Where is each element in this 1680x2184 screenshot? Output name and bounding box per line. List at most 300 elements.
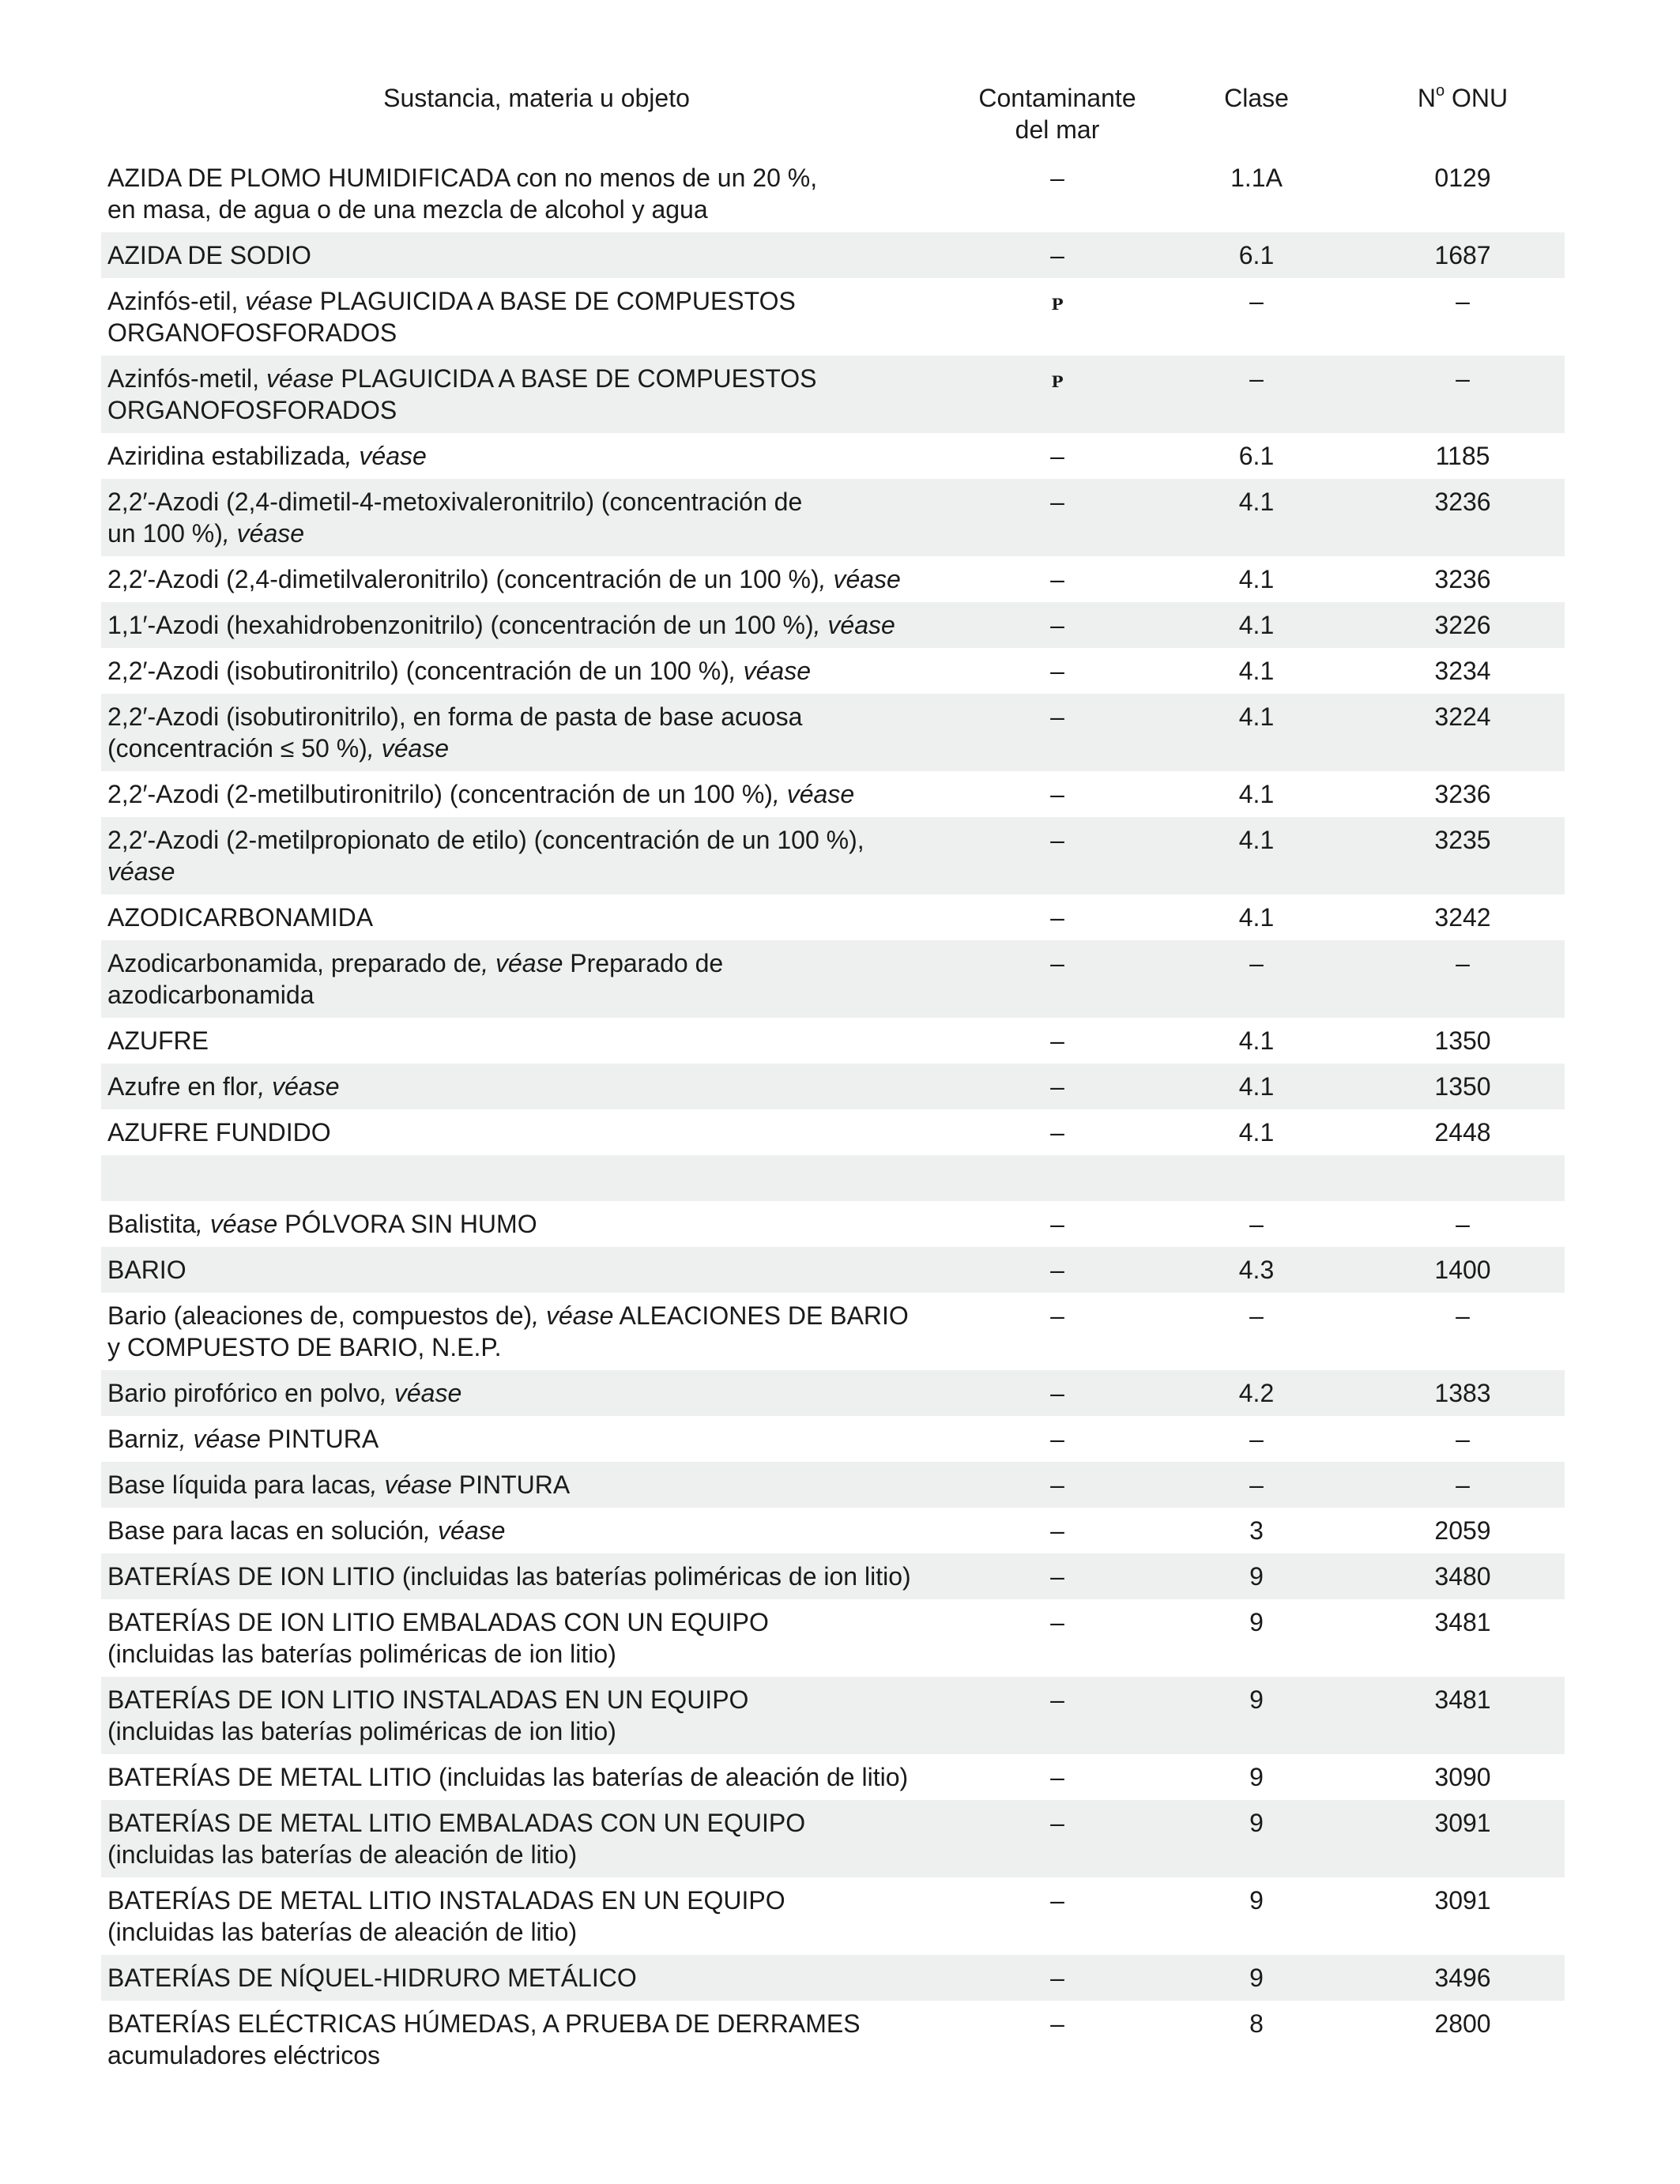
un-number-cell [1361, 356, 1565, 433]
class-cell-value: – [1249, 364, 1264, 393]
substance-name-cell [101, 1109, 962, 1155]
vease-reference: , véase [370, 1470, 452, 1499]
substance-name-cell [101, 1416, 962, 1462]
marine-pollutant-cell-value: – [1050, 949, 1064, 977]
vease-reference: , véase [729, 657, 812, 685]
substance-name-line [107, 1606, 953, 1638]
substance-name-cell [101, 1462, 962, 1508]
substance-name-line [107, 1423, 953, 1455]
class-cell-value: 4.1 [1238, 780, 1275, 808]
class-cell [1152, 1462, 1361, 1508]
marine-pollutant-cell-value: – [1050, 1072, 1064, 1101]
class-cell [1152, 1800, 1361, 1877]
table-row [101, 1877, 1565, 1955]
substance-name-line [107, 1561, 953, 1592]
class-cell [1152, 1247, 1361, 1293]
table-row [101, 694, 1565, 771]
un-number-cell-value: 1687 [1434, 241, 1491, 269]
substance-text: (concentración ≤ 50 %) [107, 734, 367, 763]
table-row [101, 817, 1565, 894]
table-row [101, 2001, 1565, 2078]
un-number-cell-value: 1185 [1435, 442, 1490, 470]
substance-name-line [107, 1025, 953, 1056]
substance-name-line [107, 194, 953, 225]
marine-pollutant-cell [962, 232, 1152, 278]
substance-text: BARIO [107, 1256, 186, 1284]
substance-text: AZUFRE [107, 1026, 209, 1055]
marine-pollutant-cell [962, 1955, 1152, 2001]
substance-text: en masa, de agua o de una mezcla de alcohol y agua [107, 195, 708, 224]
class-cell [1152, 155, 1361, 232]
class-cell [1152, 232, 1361, 278]
substance-name-line [107, 394, 953, 426]
substance-name-line [107, 1638, 953, 1670]
marine-pollutant-cell-value: – [1050, 1026, 1064, 1055]
header-marine-pollutant: Contaminante del mar [978, 84, 1136, 144]
class-cell-value: 4.1 [1238, 488, 1275, 516]
vease-reference: , véase [367, 734, 449, 763]
vease-reference: , véase [532, 1301, 614, 1330]
un-number-cell [1361, 155, 1565, 232]
table-row [101, 1018, 1565, 1064]
substance-text: Azodicarbonamida, preparado de [107, 949, 482, 977]
table-row [101, 1109, 1565, 1155]
substance-text: azodicarbonamida [107, 981, 315, 1009]
un-number-cell [1361, 940, 1565, 1018]
un-number-cell [1361, 894, 1565, 940]
substance-text: Aziridina estabilizada [107, 442, 345, 470]
class-cell-value: – [1249, 287, 1264, 315]
un-number-cell [1361, 278, 1565, 356]
class-cell-value: – [1249, 1210, 1264, 1238]
substance-text: Bario (aleaciones de, compuestos de) [107, 1301, 533, 1330]
un-number-cell-value: 1400 [1434, 1256, 1491, 1284]
un-number-cell [1361, 1370, 1565, 1416]
marine-pollutant-cell-value: – [1050, 826, 1064, 854]
substance-text: AZODICARBONAMIDA [107, 903, 374, 932]
substance-name-cell [101, 1155, 962, 1201]
un-number-cell [1361, 1800, 1565, 1877]
substance-name-cell [101, 1018, 962, 1064]
marine-pollutant-cell-value: – [1050, 903, 1064, 932]
substance-text: (incluidas las baterías de aleación de litio) [107, 1840, 578, 1869]
vease-reference: , véase [222, 519, 305, 548]
substance-name-line [107, 2039, 953, 2071]
class-cell-value: – [1249, 1301, 1264, 1330]
substance-text: BATERÍAS DE METAL LITIO INSTALADAS EN UN EQUIPO [107, 1886, 785, 1915]
un-number-cell-value: – [1456, 949, 1470, 977]
class-cell [1152, 1416, 1361, 1462]
marine-pollutant-cell-value: – [1050, 1118, 1064, 1147]
substance-name-cell [101, 1599, 962, 1677]
table-row [101, 648, 1565, 694]
substance-name-line [107, 2008, 953, 2039]
substance-text: PLAGUICIDA A BASE DE COMPUESTOS [312, 287, 796, 315]
un-number-cell [1361, 694, 1565, 771]
marine-pollutant-cell [962, 356, 1152, 433]
table-header [101, 77, 1565, 155]
table-row [101, 1553, 1565, 1599]
vease-reference: , véase [345, 442, 427, 470]
table-row [101, 894, 1565, 940]
class-cell [1152, 1201, 1361, 1247]
substance-text: Base líquida para lacas [107, 1470, 371, 1499]
marine-pollutant-cell [962, 602, 1152, 648]
substance-name-line [107, 440, 953, 472]
substance-text: 1,1′-Azodi (hexahidrobenzonitrilo) (concentración de un 100 %) [107, 611, 814, 639]
substance-name-line [107, 285, 953, 317]
substance-name-cell [101, 817, 962, 894]
substance-text: (incluidas las baterías poliméricas de ion litio) [107, 1717, 616, 1745]
class-cell-value: – [1249, 1425, 1264, 1453]
substance-name-cell [101, 771, 962, 817]
marine-pollutant-cell [962, 1462, 1152, 1508]
substance-name-cell [101, 155, 962, 232]
substance-name-cell [101, 1754, 962, 1800]
un-number-cell [1361, 2001, 1565, 2078]
marine-pollutant-cell-value: – [1050, 1685, 1064, 1714]
class-cell [1152, 278, 1361, 356]
un-number-cell-value: – [1456, 1470, 1470, 1499]
un-number-cell [1361, 232, 1565, 278]
class-cell [1152, 1155, 1361, 1201]
class-cell [1152, 648, 1361, 694]
class-cell-value: 9 [1249, 1608, 1264, 1636]
marine-pollutant-cell-value: – [1050, 611, 1064, 639]
substance-text: BATERÍAS DE ION LITIO (incluidas las baterías poliméricas de ion litio) [107, 1562, 911, 1591]
un-number-cell-value: 3236 [1434, 565, 1491, 593]
substance-name-cell [101, 1877, 962, 1955]
substance-text: BATERÍAS DE ION LITIO EMBALADAS CON UN EQUIPO [107, 1608, 769, 1636]
marine-pollutant-cell-value: – [1050, 1470, 1064, 1499]
substance-text: AZIDA DE PLOMO HUMIDIFICADA con no menos de un 20 %, [107, 164, 818, 192]
substance-name-line [107, 1885, 953, 1916]
class-cell [1152, 433, 1361, 479]
un-number-cell [1361, 817, 1565, 894]
un-number-cell-value: 3235 [1434, 826, 1491, 854]
marine-pollutant-cell-value: – [1050, 1608, 1064, 1636]
marine-pollutant-cell-value: – [1050, 1301, 1064, 1330]
table-row [101, 1754, 1565, 1800]
substance-name-cell [101, 1677, 962, 1754]
marine-pollutant-cell-value: – [1050, 1809, 1064, 1837]
table-row [101, 940, 1565, 1018]
marine-pollutant-cell [962, 155, 1152, 232]
class-cell [1152, 817, 1361, 894]
un-number-cell-value: 2059 [1434, 1516, 1491, 1545]
class-cell-value: 4.1 [1238, 826, 1275, 854]
vease-reference: , véase [813, 611, 895, 639]
un-number-cell-value: 1383 [1434, 1379, 1491, 1407]
un-number-cell [1361, 1955, 1565, 2001]
table-row [101, 356, 1565, 433]
substance-text: (incluidas las baterías de aleación de litio) [107, 1918, 578, 1946]
table-row [101, 1293, 1565, 1370]
marine-pollutant-cell [962, 1677, 1152, 1754]
table-row [101, 1677, 1565, 1754]
class-cell-value: 9 [1249, 1886, 1264, 1915]
table-row [101, 556, 1565, 602]
marine-pollutant-cell-value: – [1050, 442, 1064, 470]
un-number-cell-value: 3236 [1434, 780, 1491, 808]
substance-text: ALEACIONES DE BARIO [613, 1301, 909, 1330]
table-row [101, 1201, 1565, 1247]
marine-pollutant-cell-value: – [1050, 1964, 1064, 1992]
substance-name-line [107, 1761, 953, 1793]
marine-pollutant-cell [962, 1109, 1152, 1155]
substance-name-line [107, 778, 953, 810]
vease-reference: , véase [819, 565, 901, 593]
table-row [101, 155, 1565, 232]
table-row [101, 479, 1565, 556]
un-number-cell [1361, 433, 1565, 479]
marine-pollutant-cell [962, 1508, 1152, 1553]
substance-name-line [107, 1254, 953, 1286]
class-cell-value: 4.1 [1238, 611, 1275, 639]
un-number-cell-value: 3091 [1434, 1886, 1491, 1915]
table-row [101, 1064, 1565, 1109]
un-number-cell-value: 0129 [1434, 164, 1491, 192]
substance-text: Base para lacas en solución [107, 1516, 424, 1545]
marine-pollutant-cell-value: – [1050, 164, 1064, 192]
substance-name-cell [101, 1370, 962, 1416]
substance-name-line [107, 239, 953, 271]
marine-pollutant-cell [962, 940, 1152, 1018]
class-cell-value: 1.1A [1230, 164, 1283, 192]
class-cell [1152, 1553, 1361, 1599]
table-row [101, 278, 1565, 356]
substance-name-line [107, 732, 953, 764]
un-number-cell [1361, 1018, 1565, 1064]
substance-name-line [107, 563, 953, 595]
class-cell-value: 9 [1249, 1964, 1264, 1992]
class-cell-value: 3 [1249, 1516, 1264, 1545]
substance-name-line [107, 363, 953, 394]
marine-pollutant-cell-value: – [1050, 565, 1064, 593]
class-cell [1152, 1064, 1361, 1109]
substance-text: 2,2′-Azodi (2,4-dimetil-4-metoxivaleronitrilo) (concentración de [107, 488, 803, 516]
substance-name-cell [101, 1508, 962, 1553]
class-cell [1152, 940, 1361, 1018]
substance-text: Preparado de [563, 949, 724, 977]
marine-pollutant-cell-value: – [1050, 1763, 1064, 1791]
class-cell [1152, 1677, 1361, 1754]
marine-pollutant-cell-value: – [1050, 1562, 1064, 1591]
marine-pollutant-cell [962, 1800, 1152, 1877]
table-row [101, 1416, 1565, 1462]
marine-pollutant-cell [962, 1370, 1152, 1416]
un-number-cell [1361, 1754, 1565, 1800]
substance-text: PLAGUICIDA A BASE DE COMPUESTOS [333, 364, 817, 393]
substance-text: 2,2′-Azodi (2-metilpropionato de etilo) (concentración de un 100 %), [107, 826, 864, 854]
marine-pollutant-cell [962, 648, 1152, 694]
un-number-cell [1361, 1877, 1565, 1955]
class-cell-value: 8 [1249, 2009, 1264, 2038]
table-row [101, 1247, 1565, 1293]
class-cell [1152, 1370, 1361, 1416]
un-number-cell [1361, 1064, 1565, 1109]
substance-name-cell [101, 278, 962, 356]
substance-text: 2,2′-Azodi (isobutironitrilo), en forma de pasta de base acuosa [107, 702, 803, 731]
substance-text: Azinfós-metil, [107, 364, 266, 393]
un-number-cell-value: – [1456, 364, 1470, 393]
substance-name-line [107, 824, 953, 856]
class-cell-value: 6.1 [1238, 241, 1275, 269]
substance-name-cell [101, 556, 962, 602]
vease-reference: , véase [196, 1210, 278, 1238]
substance-name-cell [101, 1800, 962, 1877]
vease-reference: , véase [481, 949, 563, 977]
class-cell-value: 4.1 [1238, 1072, 1275, 1101]
substance-text: Barniz [107, 1425, 179, 1453]
class-cell-value: 4.2 [1238, 1379, 1275, 1407]
substance-name-line [107, 1916, 953, 1948]
class-cell [1152, 1018, 1361, 1064]
un-number-cell [1361, 648, 1565, 694]
vease-reference: véase [266, 364, 334, 393]
un-number-cell-value: 3481 [1434, 1608, 1491, 1636]
vease-reference: véase [107, 857, 175, 886]
vease-reference: , véase [258, 1072, 340, 1101]
table-row [101, 1155, 1565, 1201]
vease-reference: , véase [424, 1516, 506, 1545]
header-substance: Sustancia, materia u objeto [383, 84, 690, 112]
marine-pollutant-cell [962, 1754, 1152, 1800]
class-cell-value: 9 [1249, 1809, 1264, 1837]
marine-pollutant-cell-value: P [1051, 372, 1064, 391]
class-cell [1152, 1877, 1361, 1955]
un-number-cell [1361, 1553, 1565, 1599]
substance-text: AZIDA DE SODIO [107, 241, 311, 269]
un-number-cell-value: 3481 [1434, 1685, 1491, 1714]
un-number-cell [1361, 1462, 1565, 1508]
marine-pollutant-cell-value: – [1050, 702, 1064, 731]
substance-text: BATERÍAS DE ION LITIO INSTALADAS EN UN EQUIPO [107, 1685, 749, 1714]
substance-name-line [107, 902, 953, 933]
substance-name-cell [101, 2001, 962, 2078]
marine-pollutant-cell [962, 479, 1152, 556]
substance-name-line [107, 1071, 953, 1102]
un-number-cell-value: 3236 [1434, 488, 1491, 516]
class-cell-value: 4.1 [1238, 657, 1275, 685]
class-cell-value: 9 [1249, 1562, 1264, 1591]
marine-pollutant-cell-value: – [1050, 241, 1064, 269]
class-cell [1152, 1508, 1361, 1553]
substance-name-line [107, 1807, 953, 1839]
un-number-cell [1361, 771, 1565, 817]
substance-name-line [107, 1839, 953, 1870]
substance-name-line [107, 609, 953, 641]
substance-text: un 100 %) [107, 519, 223, 548]
table-row [101, 1370, 1565, 1416]
substance-name-line [107, 1331, 953, 1363]
class-cell [1152, 2001, 1361, 2078]
substance-name-line [107, 1962, 953, 1994]
substance-name-cell [101, 648, 962, 694]
substance-name-line [107, 947, 953, 979]
un-number-cell-value: 3496 [1434, 1964, 1491, 1992]
substance-text: Azufre en flor [107, 1072, 258, 1101]
un-number-cell-value: 1350 [1434, 1072, 1491, 1101]
class-cell [1152, 1599, 1361, 1677]
marine-pollutant-cell-value: – [1050, 1210, 1064, 1238]
table-row [101, 1955, 1565, 2001]
un-number-cell [1361, 1201, 1565, 1247]
class-cell [1152, 1754, 1361, 1800]
marine-pollutant-cell [962, 1247, 1152, 1293]
un-number-cell [1361, 1155, 1565, 1201]
un-number-cell-value: 2448 [1434, 1118, 1491, 1147]
un-number-cell-value: 3234 [1434, 657, 1491, 685]
marine-pollutant-cell [962, 1416, 1152, 1462]
table-row [101, 1599, 1565, 1677]
substance-text: BATERÍAS DE NÍQUEL-HIDRURO METÁLICO [107, 1964, 637, 1992]
class-cell-value: 4.1 [1238, 565, 1275, 593]
un-number-cell-value: 3242 [1434, 903, 1491, 932]
substance-name-cell [101, 894, 962, 940]
class-cell-value: 6.1 [1238, 442, 1275, 470]
marine-pollutant-cell [962, 1293, 1152, 1370]
table-row [101, 771, 1565, 817]
marine-pollutant-cell-value: – [1050, 1256, 1064, 1284]
un-number-cell [1361, 602, 1565, 648]
dangerous-goods-table [101, 77, 1565, 2078]
un-number-cell-value: – [1456, 287, 1470, 315]
substance-name-cell [101, 694, 962, 771]
table-row [101, 232, 1565, 278]
substance-text: Bario pirofórico en polvo [107, 1379, 381, 1407]
marine-pollutant-cell-value: – [1050, 1379, 1064, 1407]
substance-name-cell [101, 433, 962, 479]
substance-name-cell [101, 1064, 962, 1109]
substance-name-line [107, 856, 953, 887]
substance-text: ORGANOFOSFORADOS [107, 396, 397, 424]
class-cell [1152, 894, 1361, 940]
substance-name-line [107, 979, 953, 1011]
un-number-cell [1361, 1109, 1565, 1155]
substance-name-cell [101, 1553, 962, 1599]
substance-text: Balistita [107, 1210, 197, 1238]
un-number-cell-value: 3226 [1434, 611, 1491, 639]
class-cell-value: – [1249, 949, 1264, 977]
un-number-cell-value: – [1456, 1301, 1470, 1330]
class-cell [1152, 1109, 1361, 1155]
marine-pollutant-cell [962, 1064, 1152, 1109]
class-cell-value: 4.1 [1238, 1026, 1275, 1055]
table-row [101, 1800, 1565, 1877]
class-cell-value: 4.1 [1238, 903, 1275, 932]
substance-text: AZUFRE FUNDIDO [107, 1118, 331, 1147]
marine-pollutant-cell [962, 433, 1152, 479]
substance-name-line [107, 1715, 953, 1747]
substance-name-cell [101, 1293, 962, 1370]
marine-pollutant-cell-value: – [1050, 1425, 1064, 1453]
substance-text: PINTURA [260, 1425, 379, 1453]
substance-name-cell [101, 602, 962, 648]
class-cell [1152, 556, 1361, 602]
substance-name-line [107, 518, 953, 549]
substance-name-line [107, 1377, 953, 1409]
substance-name-line [107, 1469, 953, 1501]
marine-pollutant-cell [962, 1877, 1152, 1955]
un-number-cell-value: 3480 [1434, 1562, 1491, 1591]
un-number-cell [1361, 1247, 1565, 1293]
un-number-cell-value: 3224 [1434, 702, 1491, 731]
marine-pollutant-cell [962, 1599, 1152, 1677]
substance-name-cell [101, 1247, 962, 1293]
vease-reference: , véase [380, 1379, 462, 1407]
marine-pollutant-cell-value: – [1050, 1516, 1064, 1545]
